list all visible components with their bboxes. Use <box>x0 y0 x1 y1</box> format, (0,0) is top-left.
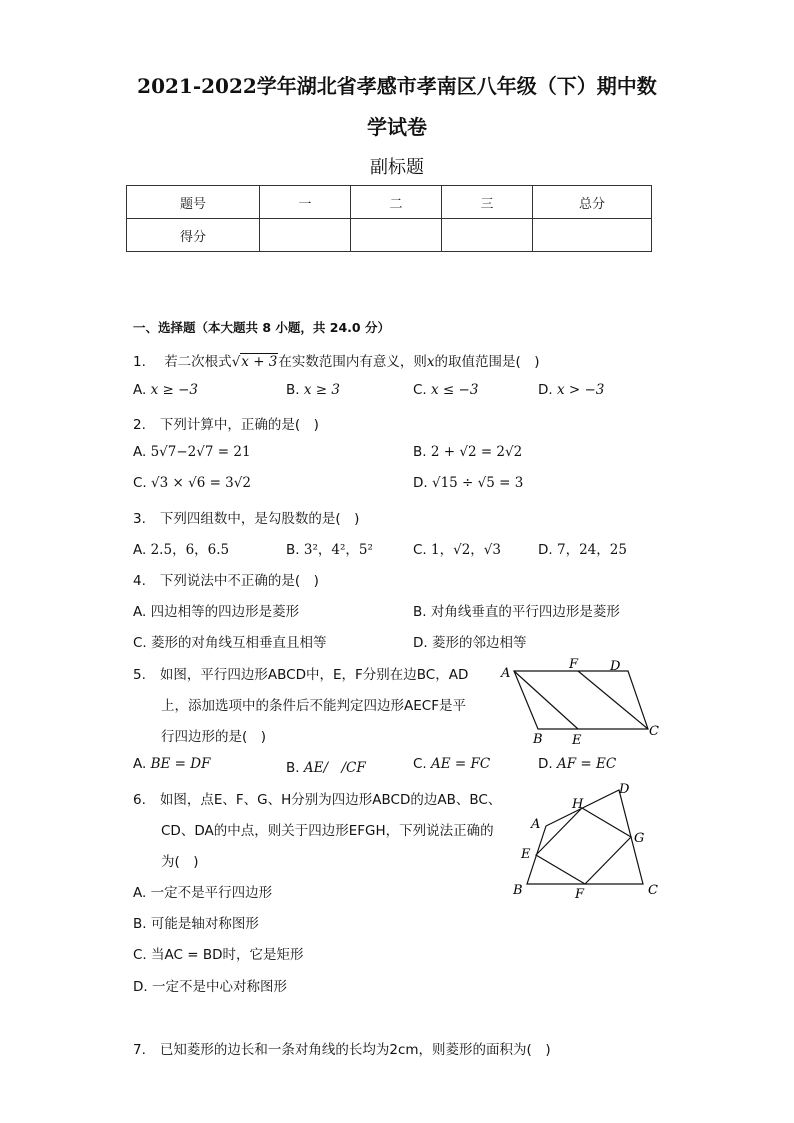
page-title-line2: 学试卷 <box>367 115 427 139</box>
question-6-line3: 为( ) <box>161 854 199 870</box>
q1-option-b[interactable]: B. x ≥ 3 <box>286 382 340 398</box>
point-label-e: E <box>572 733 582 745</box>
point-label-a: A <box>501 666 511 681</box>
score-input-cell[interactable] <box>533 219 652 252</box>
q5-option-b[interactable]: B. AE/ /CF <box>286 760 366 776</box>
point-label-b: B <box>513 883 523 898</box>
score-input-cell[interactable] <box>442 219 533 252</box>
point-label-h: H <box>572 797 584 812</box>
q3-option-b[interactable]: B. 3²，4²，5² <box>286 542 373 558</box>
point-label-e: E <box>521 847 531 862</box>
question-number: 1. <box>133 354 146 370</box>
q5-option-c[interactable]: C. AE = FC <box>413 756 491 772</box>
q2-option-c[interactable]: C. √3 × √6 = 3√2 <box>133 475 251 491</box>
question-text: 若二次根式 <box>164 354 232 370</box>
radicand: x + 3 <box>241 354 278 370</box>
question-5-line3: 行四边形的是( ) <box>161 729 267 745</box>
score-header-cell: 题号 <box>127 186 260 219</box>
section-heading: 一、选择题（本大题共 8 小题，共 24.0 分） <box>133 320 390 335</box>
q2-option-d[interactable]: D. √15 ÷ √5 = 3 <box>413 475 524 491</box>
variable: x <box>426 354 435 370</box>
score-header-cell: 二 <box>351 186 442 219</box>
score-header-cell: 三 <box>442 186 533 219</box>
q4-option-a[interactable]: A. 四边相等的四边形是菱形 <box>133 604 300 620</box>
score-header-cell: 总分 <box>533 186 652 219</box>
question-3: 3. 下列四组数中，是勾股数的是( ) <box>133 511 360 527</box>
q5-option-a[interactable]: A. BE = DF <box>133 756 211 772</box>
q3-option-a[interactable]: A. 2.5，6，6.5 <box>133 542 230 558</box>
q4-option-d[interactable]: D. 菱形的邻边相等 <box>413 635 527 651</box>
q6-quadrilateral-figure <box>506 780 666 900</box>
q6-option-d[interactable]: D. 一定不是中心对称图形 <box>133 979 287 995</box>
page-subtitle: 副标题 <box>370 157 424 178</box>
q1-option-a[interactable]: A. x ≥ −3 <box>133 382 199 398</box>
q2-option-a[interactable]: A. 5√7−2√7 = 21 <box>133 444 251 460</box>
point-label-c: C <box>648 883 658 898</box>
point-label-d: D <box>619 782 630 797</box>
point-label-f: F <box>569 657 579 672</box>
q1-option-d[interactable]: D. x > −3 <box>538 382 605 398</box>
point-label-b: B <box>533 732 543 745</box>
question-5: 5. 如图，平行四边形ABCD中，E，F分别在边BC，AD <box>133 667 469 683</box>
question-5-line2: 上，添加选项中的条件后不能判定四边形AECF是平 <box>161 698 466 714</box>
q6-option-c[interactable]: C. 当AC = BD时，它是矩形 <box>133 947 304 963</box>
question-6: 6. 如图，点E、F、G、H分别为四边形ABCD的边AB、BC、 <box>133 792 502 808</box>
point-label-c: C <box>649 724 659 739</box>
score-row-label: 得分 <box>127 219 260 252</box>
q4-option-b[interactable]: B. 对角线垂直的平行四边形是菱形 <box>413 604 620 620</box>
point-label-f: F <box>575 887 585 900</box>
q3-option-d[interactable]: D. 7，24，25 <box>538 542 627 558</box>
question-6-line2: CD、DA的中点，则关于四边形EFGH，下列说法正确的 <box>161 823 494 839</box>
question-2: 2. 下列计算中，正确的是( ) <box>133 417 319 433</box>
point-label-d: D <box>610 659 621 674</box>
question-7: 7. 已知菱形的边长和一条对角线的长均为2cm，则菱形的面积为( ) <box>133 1042 551 1058</box>
q4-option-c[interactable]: C. 菱形的对角线互相垂直且相等 <box>133 635 327 651</box>
quadrilateral-efgh <box>536 808 631 884</box>
q2-option-b[interactable]: B. 2 + √2 = 2√2 <box>413 444 523 460</box>
parallelogram-abcd <box>514 671 648 729</box>
page-title-line1: 2021-2022学年湖北省孝感市孝南区八年级（下）期中数 <box>137 74 657 98</box>
q3-option-c[interactable]: C. 1，√2，√3 <box>413 542 501 558</box>
q5-parallelogram-figure <box>496 655 666 745</box>
quadrilateral-abcd <box>527 790 643 884</box>
segment-ae <box>514 671 578 729</box>
score-table-header-row <box>127 186 652 219</box>
point-label-a: A <box>531 817 541 832</box>
q1-option-c[interactable]: C. x ≤ −3 <box>413 382 479 398</box>
score-header-cell: 一 <box>260 186 351 219</box>
question-4: 4. 下列说法中不正确的是( ) <box>133 573 319 589</box>
score-table-score-row <box>127 219 652 252</box>
q6-option-a[interactable]: A. 一定不是平行四边形 <box>133 885 273 901</box>
point-label-g: G <box>634 831 645 846</box>
score-input-cell[interactable] <box>260 219 351 252</box>
score-input-cell[interactable] <box>351 219 442 252</box>
question-text: 的取值范围是( ) <box>434 354 540 370</box>
q5-option-d[interactable]: D. AF = EC <box>538 756 617 772</box>
question-1: 1. 若二次根式√x + 3在实数范围内有意义，则x的取值范围是( ) <box>133 354 540 370</box>
q6-option-b[interactable]: B. 可能是轴对称图形 <box>133 916 259 932</box>
question-text: 在实数范围内有意义，则 <box>278 354 427 370</box>
score-table <box>126 185 652 252</box>
